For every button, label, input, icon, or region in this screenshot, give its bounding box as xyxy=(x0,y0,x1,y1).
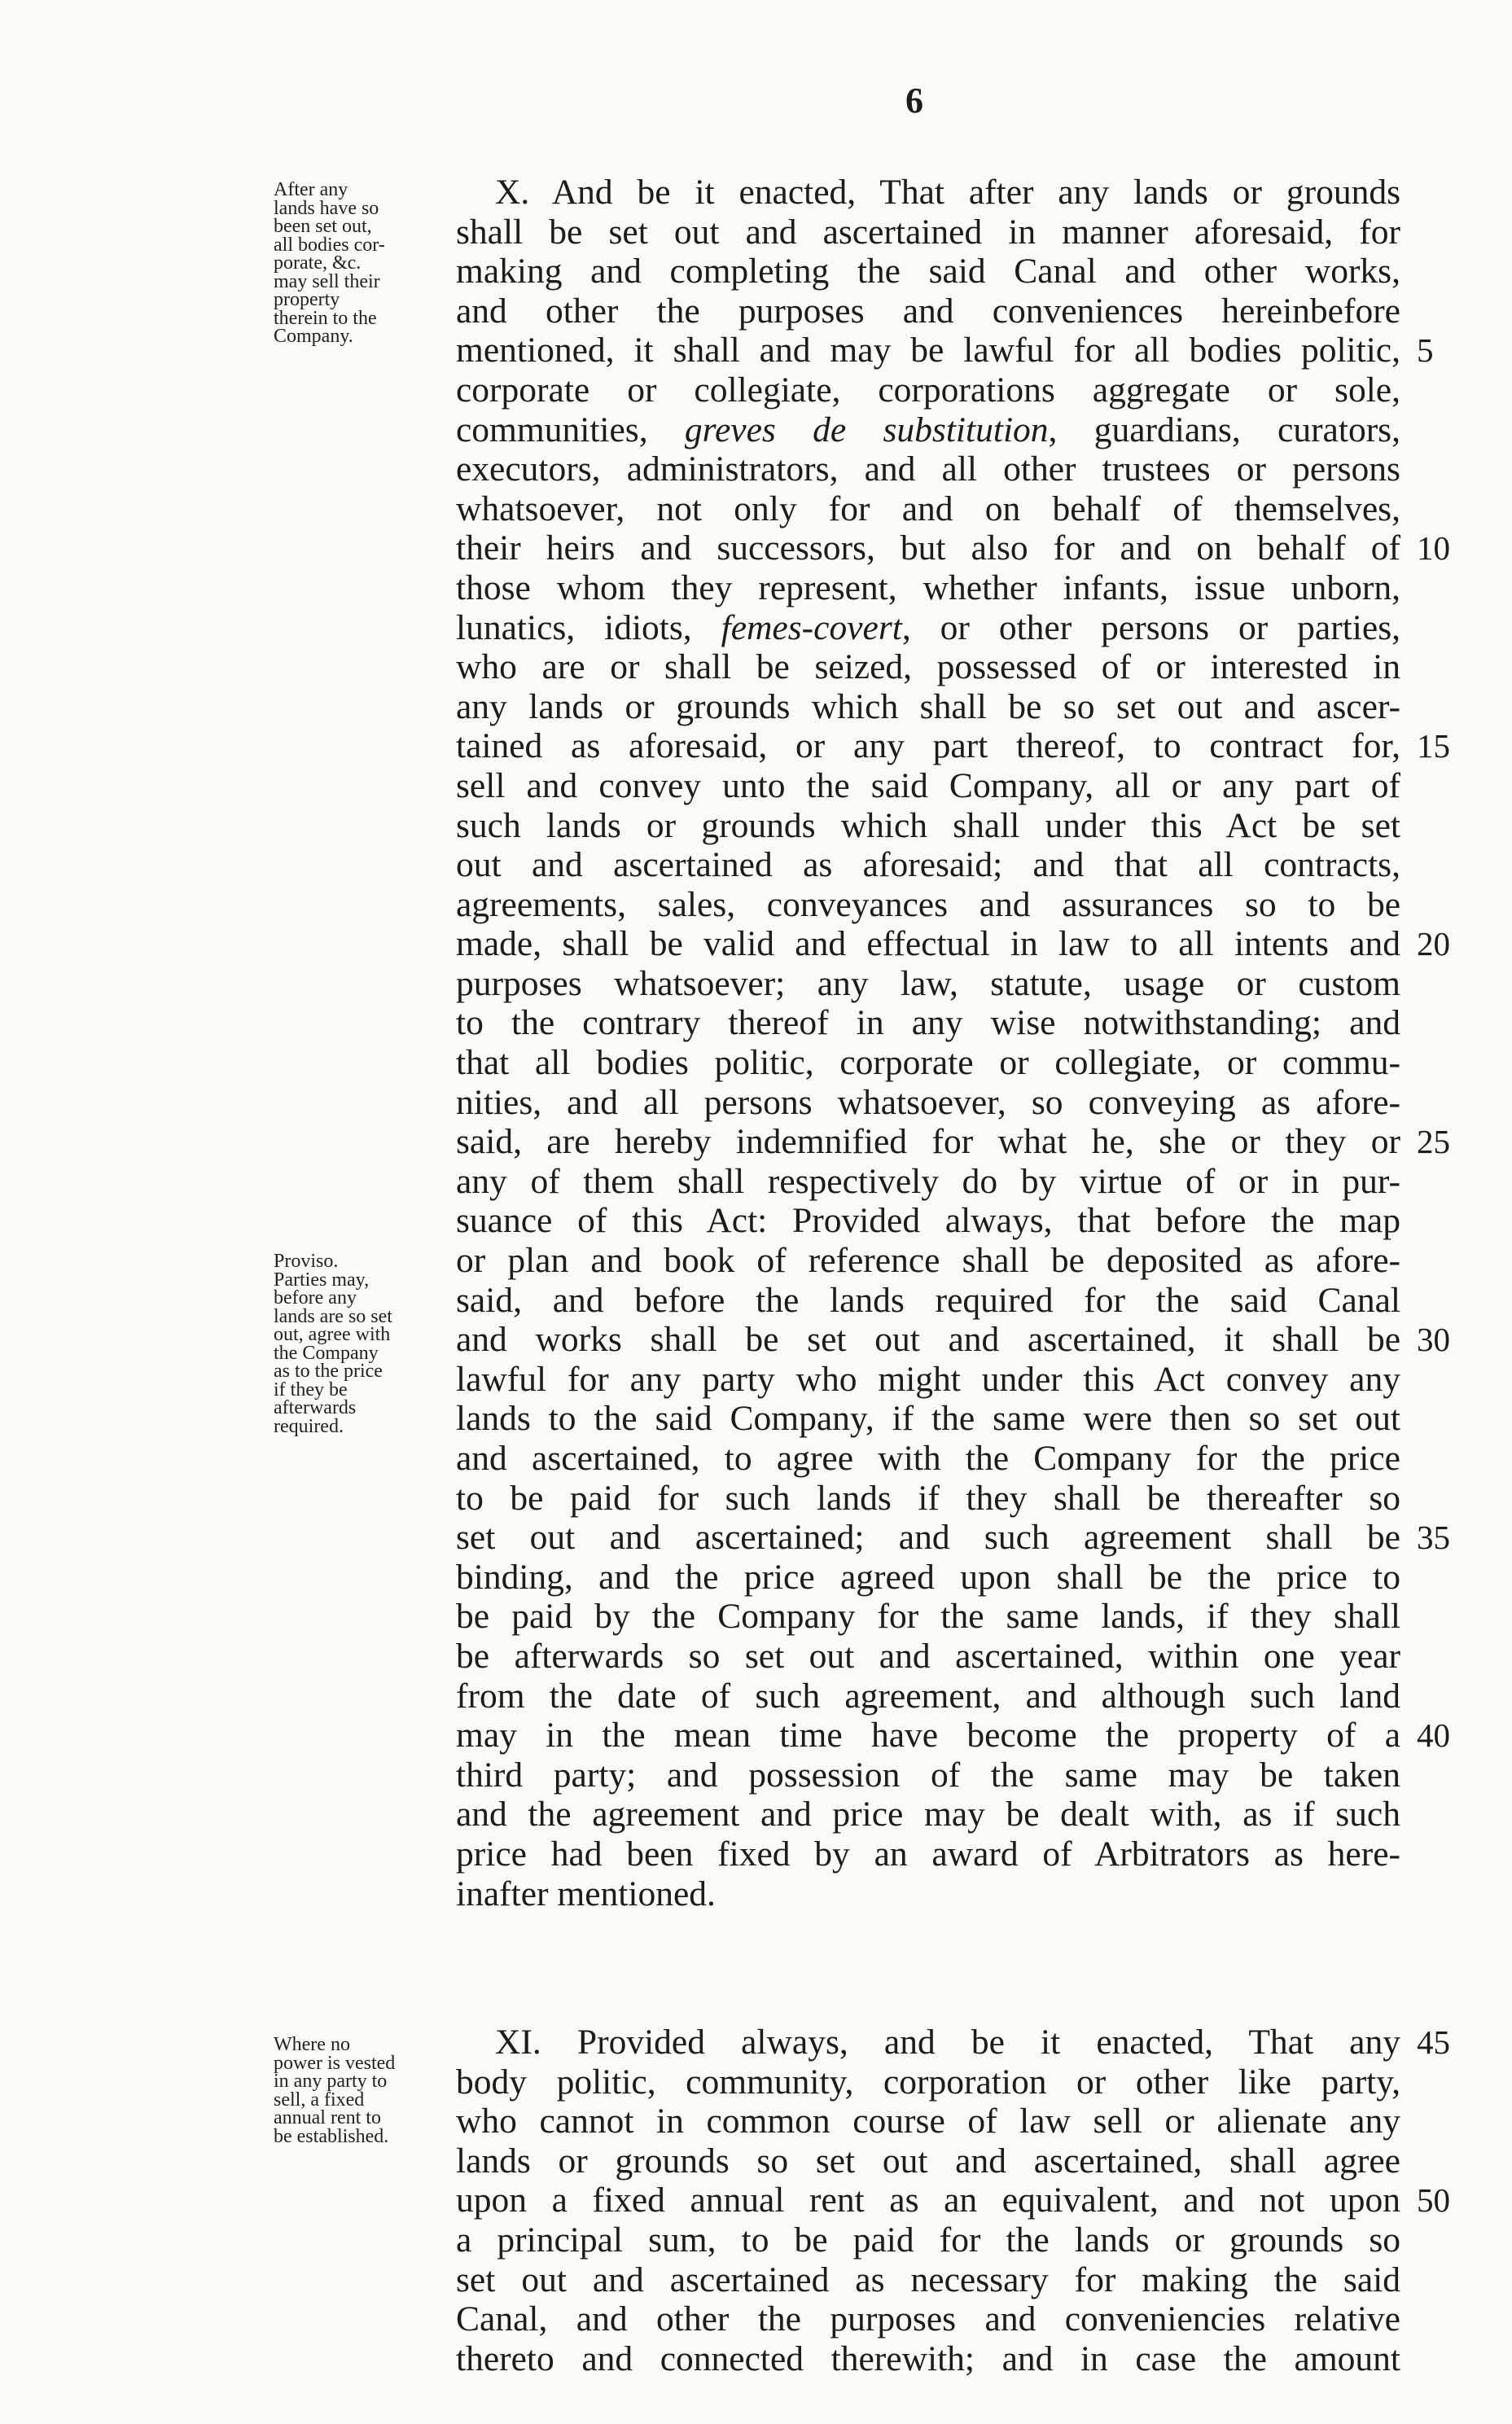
text-line: any of them shall respectively do by virtue of or in pur- xyxy=(456,1161,1400,1201)
margin-note-line: sell, a fixed xyxy=(274,2089,365,2111)
text-line: sell and convey unto the said Company, all or any part of xyxy=(456,765,1400,805)
italic-term: femes-covert xyxy=(721,607,902,647)
margin-note-line: property xyxy=(274,289,340,310)
text-line: set out and ascertained as necessary for making the said xyxy=(456,2260,1400,2299)
text-line: and ascertained, to agree with the Company for the price xyxy=(456,1439,1400,1478)
text-line: mentioned, it shall and may be lawful for all bodies politic, xyxy=(456,331,1400,370)
text-line: who cannot in common course of law sell or alienate any xyxy=(456,2102,1400,2141)
text-line: XI. Provided always, and be it enacted, That any xyxy=(495,2023,1400,2062)
line-number: 20 xyxy=(1417,925,1450,962)
text-line: inafter mentioned. xyxy=(456,1874,716,1913)
text-line: made, shall be valid and effectual in law to all intents and xyxy=(456,924,1400,964)
margin-note-line: been set out, xyxy=(274,216,372,237)
text-line: third party; and possession of the same may be taken xyxy=(456,1755,1400,1795)
margin-note-line: may sell their xyxy=(274,270,380,292)
margin-note-lands-set-out xyxy=(274,181,461,346)
margin-note-line: Where no xyxy=(274,2034,350,2055)
text-line: Canal, and other the purposes and conveniencies relative xyxy=(456,2299,1400,2339)
text-line: agreements, sales, conveyances and assurances so to be xyxy=(456,884,1400,924)
text-line: out and ascertained as aforesaid; and that all contracts, xyxy=(456,845,1400,885)
text-line: to be paid for such lands if they shall be thereafter so xyxy=(456,1478,1400,1518)
margin-note-line: as to the price xyxy=(274,1361,383,1382)
margin-note-line: annual rent to xyxy=(274,2107,381,2128)
margin-note-line: if they be xyxy=(274,1379,348,1400)
text-line: suance of this Act: Provided always, that before the map xyxy=(456,1201,1400,1241)
text-line: tained as aforesaid, or any part thereof, to contract for, xyxy=(456,726,1400,766)
text-line: set out and ascertained; and such agreement shall be xyxy=(456,1518,1400,1558)
text-line: or plan and book of reference shall be deposited as afore- xyxy=(456,1241,1400,1281)
text-line: any lands or grounds which shall be so set out and ascer- xyxy=(456,686,1400,726)
text-line: be paid by the Company for the same lands, if they shall xyxy=(456,1597,1400,1637)
line-number: 45 xyxy=(1417,2023,1450,2061)
text-line: be afterwards so set out and ascertained, within one year xyxy=(456,1636,1400,1676)
line-number: 30 xyxy=(1417,1321,1450,1358)
text-line: those whom they represent, whether infants, issue unborn, xyxy=(456,568,1400,607)
line-number: 5 xyxy=(1417,331,1434,369)
margin-note-line: power is vested xyxy=(274,2052,396,2074)
margin-note-line: porate, &c. xyxy=(274,252,362,274)
line-number: 50 xyxy=(1417,2181,1450,2219)
text-line: making and completing the said Canal and other works, xyxy=(456,252,1400,291)
text-line: that all bodies politic, corporate or collegiate, or commu- xyxy=(456,1043,1400,1083)
section-x xyxy=(456,173,1400,1913)
text-line: and works shall be set out and ascertained, it shall be xyxy=(456,1320,1400,1360)
text-line: communities, greves de substitution, guardians, curators, xyxy=(456,410,1400,449)
text-line: their heirs and successors, but also for and on behalf of xyxy=(456,528,1400,568)
line-number: 35 xyxy=(1417,1519,1450,1556)
text-line: lands to the said Company, if the same were then so set out xyxy=(456,1399,1400,1439)
text-line: shall be set out and ascertained in manner aforesaid, for xyxy=(456,212,1400,252)
text-line: binding, and the price agreed upon shall be the price to xyxy=(456,1557,1400,1597)
text-line: lands or grounds so set out and ascertained, shall agree xyxy=(456,2141,1400,2181)
text-line: whatsoever, not only for and on behalf of themselves, xyxy=(456,489,1400,528)
text-line: who are or shall be seized, possessed of or interested in xyxy=(456,647,1400,687)
margin-note-line: lands have so xyxy=(274,197,379,219)
text-line: to the contrary thereof in any wise notwithstanding; and xyxy=(456,1003,1400,1043)
margin-note-line: out, agree with xyxy=(274,1324,391,1345)
margin-note-line: lands are so set xyxy=(274,1305,392,1327)
margin-note-line: required. xyxy=(274,1415,344,1437)
text-line: lawful for any party who might under this Act convey any xyxy=(456,1359,1400,1399)
margin-note-proviso xyxy=(274,1252,461,1436)
text-line: from the date of such agreement, and although such land xyxy=(456,1676,1400,1716)
text-line: purposes whatsoever; any law, statute, usage or custom xyxy=(456,963,1400,1003)
margin-note-line: before any xyxy=(274,1287,357,1308)
margin-note-line: After any xyxy=(274,179,348,200)
text-line: executors, administrators, and all other trustees or persons xyxy=(456,449,1400,489)
text-line: thereto and connected therewith; and in case the amount xyxy=(456,2339,1400,2378)
text-line: body politic, community, corporation or other like party, xyxy=(456,2062,1400,2102)
text-line: may in the mean time have become the property of a xyxy=(456,1716,1400,1756)
text-line: and the agreement and price may be dealt with, as if such xyxy=(456,1795,1400,1834)
margin-note-line: Company. xyxy=(274,326,353,347)
text-line: lunatics, idiots, femes-covert, or other persons or parties, xyxy=(456,607,1400,647)
text-line: corporate or collegiate, corporations aggregate or sole, xyxy=(456,370,1400,410)
margin-note-line: Parties may, xyxy=(274,1269,370,1291)
text-line: X. And be it enacted, That after any lands or grounds xyxy=(495,173,1400,212)
text-line: such lands or grounds which shall under this Act be set xyxy=(456,805,1400,845)
line-number: 25 xyxy=(1417,1123,1450,1160)
text-line: said, are hereby indemnified for what he, she or they or xyxy=(456,1122,1400,1162)
text-line: a principal sum, to be paid for the lands or grounds so xyxy=(456,2220,1400,2260)
line-number: 40 xyxy=(1417,1716,1450,1754)
italic-term: greves de substitution xyxy=(684,410,1049,449)
margin-note-line: therein to the xyxy=(274,307,377,329)
section-xi xyxy=(456,2023,1400,2378)
text-line: said, and before the lands required for the said Canal xyxy=(456,1280,1400,1320)
line-number: 10 xyxy=(1417,529,1450,567)
margin-note-line: the Company xyxy=(274,1342,379,1364)
text-line: upon a fixed annual rent as an equivalent, and not upon xyxy=(456,2181,1400,2220)
text-line: and other the purposes and conveniences hereinbefore xyxy=(456,291,1400,331)
margin-note-line: be established. xyxy=(274,2125,389,2147)
margin-note-fixed-rent xyxy=(274,2036,461,2146)
margin-note-line: afterwards xyxy=(274,1397,357,1418)
margin-note-line: Proviso. xyxy=(274,1251,339,1272)
margin-note-line: in any party to xyxy=(274,2071,388,2092)
text-line: nities, and all persons whatsoever, so conveying as afore- xyxy=(456,1082,1400,1122)
line-number: 15 xyxy=(1417,727,1450,765)
page-number: 6 xyxy=(905,81,923,121)
margin-note-line: all bodies cor- xyxy=(274,234,385,256)
text-line: price had been fixed by an award of Arbitrators as here- xyxy=(456,1834,1400,1874)
